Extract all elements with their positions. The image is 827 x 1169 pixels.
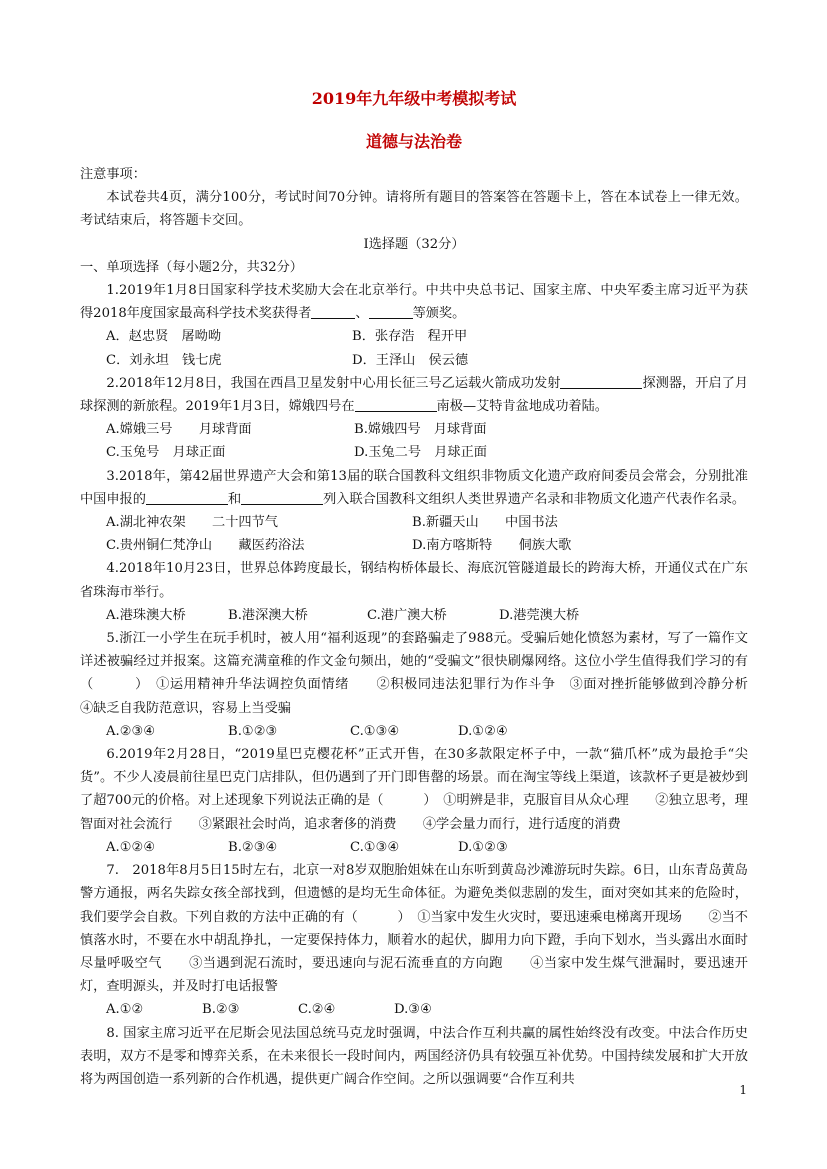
question-stem: 6.2019年2月28日，“2019星巴克樱花杯”正式开售，在30多款限定杯子中，一款“猫爪杯”成为最抢手“尖货”。不少人凌晨前往星巴克门店排队，但仍遇到了开门即售罄的场景。而在淘宝等线上渠道，该款杯子更是被炒到了超700元的价格。对上述现象下列说法正确的是（ ） ①明辨是非，克服盲目从众心理 ②独立思考，理智面对社会流行 ③紧跟社会时尚，追求奢侈的消费 ④学会量力而行，进行适度的消费 bbox=[80, 747, 748, 832]
option-c: C．刘永坦 钱七虎 bbox=[106, 352, 222, 368]
option-c: C.①③④ bbox=[350, 839, 400, 855]
option-a: A.港珠澳大桥 bbox=[106, 607, 186, 623]
options-row bbox=[80, 325, 748, 348]
option-b: B.②③ bbox=[202, 1002, 240, 1018]
options-row bbox=[80, 511, 748, 534]
option-c: C.贵州铜仁梵净山 藏医药浴法 bbox=[106, 538, 305, 554]
question-stem: 5.浙江一小学生在玩手机时，被人用“福利返现”的套路骗走了988元。受骗后她化愤怒为素材，写了一篇作文详述被骗经过并报案。这篇充满童稚的作文金句频出，她的“受骗文”很快刷爆网络。这位小学生值得我们学习的有（ ） ①运用精神升华法调控负面情绪 ②积极同违法犯罪行为作斗争 ③面对挫折能够做到冷静分析 ④缺乏自我防范意识，容易上当受骗 bbox=[80, 631, 788, 716]
option-d: D.港莞澳大桥 bbox=[499, 607, 580, 623]
option-d: D.玉兔二号 月球正面 bbox=[354, 445, 487, 461]
notice-text: 本试卷共4页，满分100分，考试时间70分钟。请将所有题目的答案答在答题卡上，答在本试卷上一律无效。考试结束后，将答题卡交回。 bbox=[80, 190, 748, 229]
question-stem: 7. 2018年8月5日15时左右，北京一对8岁双胞胎姐妹在山东听到黄岛沙滩游玩时失踪。6日，山东青岛黄岛警方通报，两名失踪女孩全部找到，但遗憾的是均无生命体征。为避免类似悲剧的发生，面对突如其来的危险时，我们要学会自救。下列自救的方法中正确的有（ ） ①当家中发生火灾时，要迅速乘电梯离开现场 ②当不慎落水时，不要在水中胡乱挣扎，一定要保持体力，顺着水的起伏，脚用力向下蹬，手向下划水，当头露出水面时尽量呼吸空气 ③当遇到泥石流时，要迅速向与泥石流垂直的方向跑 ④当家中发生煤气泄漏时，要迅速开灯，查明源头，并及时打电话报警 bbox=[80, 863, 748, 995]
option-b: B.港深澳大桥 bbox=[228, 607, 308, 623]
option-a: A.②③④ bbox=[106, 723, 156, 739]
option-d: D.①②③ bbox=[458, 839, 508, 855]
option-a: A.①② bbox=[106, 1002, 144, 1018]
option-c: C.玉兔号 月球正面 bbox=[106, 445, 226, 461]
option-a: A.①②④ bbox=[106, 839, 156, 855]
options-row bbox=[80, 349, 748, 372]
question-7 bbox=[80, 859, 748, 1021]
option-a: A．赵忠贤 屠呦呦 bbox=[106, 329, 222, 345]
option-d: D．王泽山 侯云德 bbox=[352, 352, 469, 368]
question-stem: 3.2018年，第42届世界遗产大会和第13届的联合国教科文组织非物质文化遗产政府间委员会常会，分别批准中国申报的 和 列入联合国教科文组织人类世界遗产名录和非物质文化遗产代表作名录。 bbox=[80, 468, 748, 507]
question-2 bbox=[80, 372, 748, 465]
question-stem: 2.2018年12月8日，我国在西昌卫星发射中心用长征三号乙运载火箭成功发射 探测器，开启了月球探测的新旅程。2019年1月3日，嫦娥四号在 南极—艾特肯盆地成功着陆。 bbox=[80, 375, 749, 415]
question-3 bbox=[80, 465, 748, 558]
question-1 bbox=[80, 279, 748, 372]
question-6 bbox=[80, 743, 748, 859]
question-stem: 8. 国家主席习近平在尼斯会见法国总统马克龙时强调，中法合作互利共赢的属性始终没有改变。中法合作历史表明，双方不是零和博弈关系，在未来很长一段时间内，两国经济仍具有较强互补优势。中国持续发展和扩大开放将为两国创造一系列新的合作机遇，提供更广阔合作空间。之所以强调要“合作互利共 bbox=[80, 1025, 748, 1087]
option-d: D.①②④ bbox=[458, 723, 508, 739]
question-8 bbox=[80, 1022, 748, 1092]
page-number: 1 bbox=[739, 1083, 747, 1097]
options-row bbox=[80, 836, 748, 859]
answer-blank bbox=[560, 374, 642, 389]
notice-heading: 注意事项： bbox=[80, 167, 146, 182]
option-d: D.南方喀斯特 侗族大歌 bbox=[412, 538, 572, 554]
option-b: B.嫦娥四号 月球背面 bbox=[354, 422, 487, 438]
option-b: B.新疆天山 中国书法 bbox=[412, 515, 558, 531]
answer-blank bbox=[146, 490, 228, 505]
options-row bbox=[80, 418, 748, 441]
answer-blank bbox=[355, 397, 437, 412]
options-row bbox=[80, 720, 748, 743]
option-c: C.港广澳大桥 bbox=[367, 607, 447, 623]
part-title: 一、单项选择（每小题2分，共32分） bbox=[80, 259, 303, 275]
exam-page bbox=[80, 88, 788, 1091]
option-c: C.①③④ bbox=[350, 723, 400, 739]
option-b: B．张存浩 程开甲 bbox=[352, 329, 468, 345]
option-a: A.湖北神农架 二十四节气 bbox=[106, 515, 278, 531]
options-row bbox=[80, 441, 748, 464]
option-d: D.③④ bbox=[394, 1002, 432, 1018]
question-stem: 4.2018年10月23日，世界总体跨度最长，钢结构桥体最长、海底沉管隧道最长的跨海大桥，开通仪式在广东省珠海市举行。 bbox=[80, 561, 748, 600]
option-b: B.①②③ bbox=[228, 723, 278, 739]
section-title: Ⅰ选择题（32分） bbox=[363, 236, 465, 252]
question-4 bbox=[80, 557, 748, 627]
page-subtitle: 道德与法治卷 bbox=[365, 132, 462, 151]
answer-blank bbox=[241, 490, 323, 505]
question-stem: 1.2019年1月8日国家科学技术奖励大会在北京举行。中共中央总书记、国家主席、中央军委主席习近平为获得2018年度国家最高科学技术奖获得者 、 等颁奖。 bbox=[80, 283, 748, 322]
option-a: A.嫦娥三号 月球背面 bbox=[106, 422, 252, 438]
option-c: C.②④ bbox=[298, 1002, 336, 1018]
question-5 bbox=[80, 627, 788, 743]
options-row bbox=[80, 604, 748, 627]
options-row bbox=[80, 998, 748, 1021]
page-title: 2019年九年级中考模拟考试 bbox=[311, 89, 517, 108]
answer-blank bbox=[311, 304, 355, 319]
answer-blank bbox=[369, 304, 413, 319]
options-row bbox=[80, 534, 748, 557]
option-b: B.②③④ bbox=[228, 839, 278, 855]
